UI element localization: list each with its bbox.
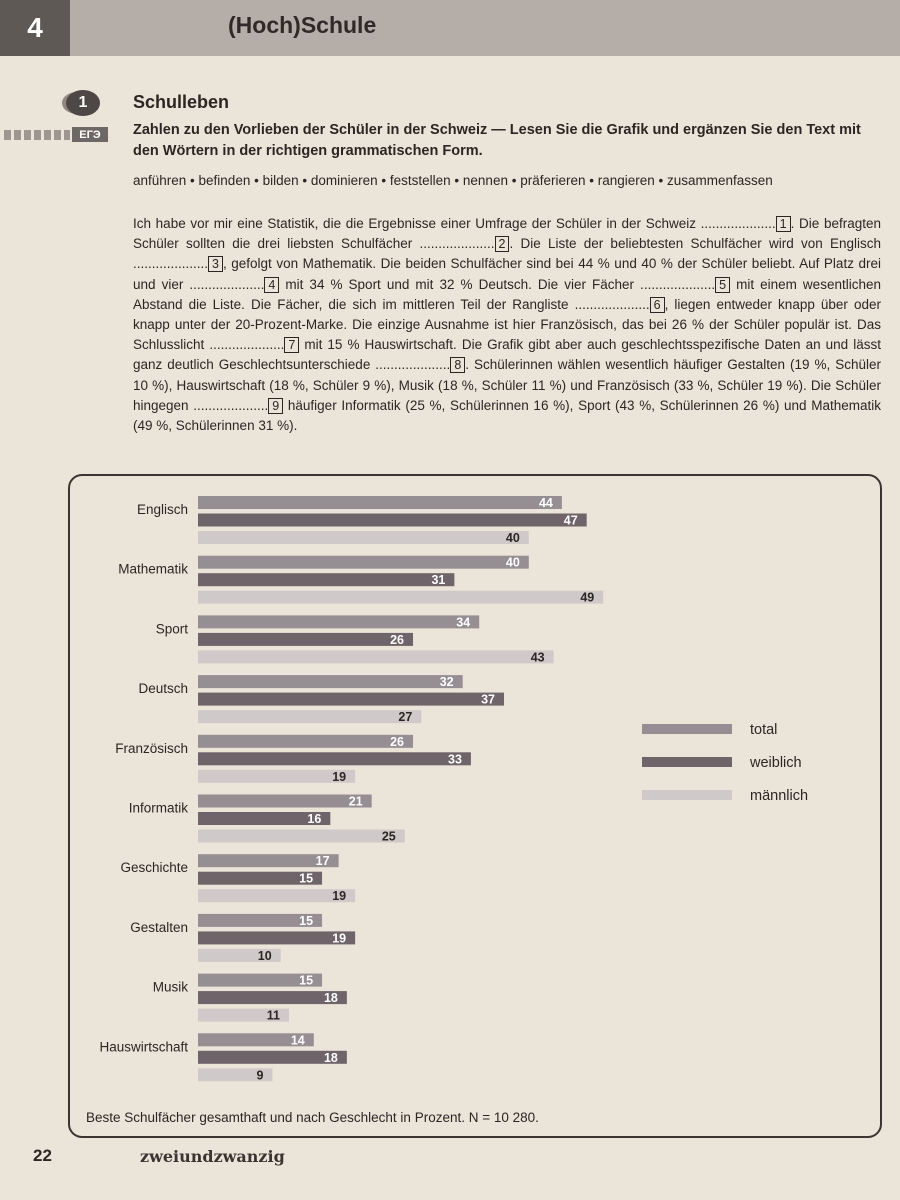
word-separator: • [585, 173, 598, 188]
text-segment: häufiger Informatik (25 %, Schülerinnen 16 %), Sport (43 %, Schülerinnen 26 %) und Mathematik (49 %, Schülerinnen 31 %). [133, 397, 881, 434]
bar-männlich [198, 591, 603, 604]
bar-value-label: 44 [538, 496, 553, 510]
bar-value-label: 43 [530, 650, 545, 665]
word-bank-item: präferieren [520, 173, 586, 188]
page-number: 22 [33, 1146, 52, 1165]
chapter-number: 4 [0, 0, 70, 56]
legend-label: männlich [750, 788, 809, 804]
bar-männlich [198, 710, 421, 723]
bar-chart [70, 476, 880, 1136]
exam-badge: ЕГЭ [72, 127, 108, 142]
bar-weiblich [198, 693, 504, 706]
bar-value-label: 31 [431, 573, 446, 588]
category-label: Sport [155, 621, 188, 637]
bar-value-label: 19 [332, 889, 347, 904]
gap-number-box[interactable]: 5 [715, 277, 730, 293]
gap-number-box[interactable]: 2 [495, 236, 510, 252]
bar-value-label: 32 [439, 675, 454, 690]
gap-number-box[interactable]: 1 [776, 216, 791, 232]
bar-value-label: 15 [299, 871, 314, 886]
word-separator: • [186, 173, 199, 188]
bar-value-label: 11 [266, 1008, 280, 1023]
bar-value-label: 17 [315, 854, 330, 869]
bar-total [198, 735, 413, 748]
bar-weiblich [198, 633, 413, 646]
exercise-task: Zahlen zu den Vorlieben der Schüler in der Schweiz — Lesen Sie die Grafik und ergänzen Sie den Text mit den Wörtern in der richtigen grammatischen Form. [133, 122, 861, 159]
text-segment: , gefolgt von Mathematik. Die beiden Schulfächer sind bei 44 % und 40 % der Schüler beliebt. Auf Platz drei und vier .................... [133, 256, 881, 292]
category-label: Englisch [136, 502, 188, 517]
category-label: Deutsch [138, 681, 188, 697]
bar-value-label: 15 [299, 913, 314, 928]
gap-number-box[interactable]: 9 [268, 398, 283, 414]
gap-text [133, 214, 881, 436]
bar-value-label: 26 [390, 734, 405, 749]
word-bank-item: anführen [133, 173, 187, 188]
bar-value-label: 26 [390, 632, 405, 647]
bar-total [198, 556, 529, 569]
bar-total [198, 795, 372, 808]
category-label: Informatik [128, 800, 188, 816]
legend-swatch-total [642, 724, 732, 734]
word-separator: • [450, 173, 463, 188]
category-label: Geschichte [120, 860, 188, 876]
word-bank [133, 170, 881, 191]
category-label: Hauswirtschaft [99, 1039, 188, 1055]
bar-value-label: 27 [398, 710, 413, 725]
text-segment: . Schülerinnen wählen wesentlich häufiger Gestalten (19 %, Schüler 10 %), Hauswirtschaft (18 %, Schüler 9 %), Musik (18 %, Schüler 11 %) und Französisch (33 %, Schüler 19 %). Die Schüler hingegen .................... [133, 357, 881, 413]
word-separator: • [507, 173, 521, 188]
text-segment: . Die befragten Schüler sollten die drei liebsten Schulfächer .................... [133, 216, 881, 252]
text-segment: , liegen entweder knapp über oder knapp unter der 20-Prozent-Marke. Die einzige Ausnahme ist hier Französisch, das bei 26 % der Schüler populär ist. Das Schlusslicht .................... [133, 296, 881, 353]
chapter-title: (Hoch)Schule [228, 12, 377, 38]
bar-value-label: 34 [456, 615, 471, 630]
bar-value-label: 40 [505, 555, 520, 570]
bar-value-label: 37 [481, 692, 495, 707]
bar-value-label: 10 [257, 948, 272, 963]
exercise-title: Schulleben [133, 92, 230, 112]
bar-value-label: 19 [332, 769, 347, 784]
word-separator: • [377, 173, 390, 188]
word-bank-item: rangieren [597, 173, 655, 188]
chart-frame [68, 474, 882, 1138]
text-segment: Ich habe vor mir eine Statistik, die die Ergebnisse einer Umfrage der Schüler in der Schweiz .................... [133, 216, 776, 231]
bar-value-label: 15 [299, 973, 314, 988]
word-bank-item: befinden [198, 173, 251, 188]
category-label: Mathematik [118, 561, 188, 577]
category-label: Musik [152, 979, 188, 995]
bar-value-label: 33 [448, 752, 462, 767]
chapter-header [0, 0, 900, 56]
bar-value-label: 14 [290, 1033, 305, 1048]
decorative-dots [4, 130, 70, 140]
word-bank-item: dominieren [310, 173, 378, 188]
bar-value-label: 18 [323, 991, 338, 1006]
gap-number-box[interactable]: 7 [284, 337, 299, 353]
legend-swatch-weiblich [642, 757, 732, 767]
category-label: Gestalten [130, 919, 188, 935]
text-segment: mit einem wesentlichen Abstand die Liste. Die Fächer, die sich im mittleren Teil der Rangliste .................... [133, 276, 881, 312]
bar-value-label: 9 [256, 1068, 264, 1083]
gap-number-box[interactable]: 8 [450, 357, 465, 373]
bar-weiblich [198, 514, 587, 527]
legend-label: total [750, 722, 778, 738]
text-segment: . Die Liste der beliebtesten Schulfächer wird von Englisch .................... [133, 236, 881, 272]
word-bank-item: nennen [462, 173, 508, 188]
text-segment: mit 15 % Hauswirtschaft. Die Grafik gibt aber auch geschlechtsspezifische Daten an und lässt ganz deutlich Geschlechtsunterschiede .................... [133, 337, 881, 373]
word-bank-item: zusammenfassen [667, 173, 773, 188]
bar-value-label: 19 [332, 931, 347, 946]
bar-weiblich [198, 573, 454, 586]
word-bank-item: bilden [262, 173, 299, 188]
bar-value-label: 18 [323, 1050, 338, 1065]
text-segment: mit 34 % Sport und mit 32 % Deutsch. Die vier Fächer .................... [279, 276, 716, 292]
chart-caption: Beste Schulfächer gesamthaft und nach Geschlecht in Prozent. N = 10 280. [86, 1110, 539, 1125]
legend-swatch-männlich [642, 790, 732, 800]
bar-total [198, 496, 562, 509]
bar-männlich [198, 650, 554, 663]
page-number-word: zweiundzwanzig [140, 1147, 285, 1166]
word-separator: • [250, 173, 263, 188]
bar-total [198, 615, 479, 628]
gap-number-box[interactable]: 4 [264, 277, 279, 293]
category-label: Französisch [115, 740, 188, 756]
bar-value-label: 47 [563, 513, 578, 528]
word-separator: • [298, 173, 311, 188]
gap-number-box[interactable]: 3 [208, 256, 223, 272]
bar-männlich [198, 531, 529, 544]
bar-value-label: 49 [580, 590, 595, 605]
bar-weiblich [198, 752, 471, 765]
bar-value-label: 25 [381, 829, 396, 844]
bar-value-label: 40 [505, 531, 520, 545]
exercise-number-badge: 1 [66, 90, 100, 116]
bar-total [198, 675, 463, 688]
word-bank-item: feststellen [389, 173, 451, 188]
legend-label: weiblich [750, 755, 802, 771]
word-separator: • [654, 173, 668, 188]
bar-männlich [198, 830, 405, 843]
bar-value-label: 16 [307, 812, 322, 826]
gap-number-box[interactable]: 6 [650, 297, 665, 313]
bar-value-label: 21 [348, 794, 363, 809]
